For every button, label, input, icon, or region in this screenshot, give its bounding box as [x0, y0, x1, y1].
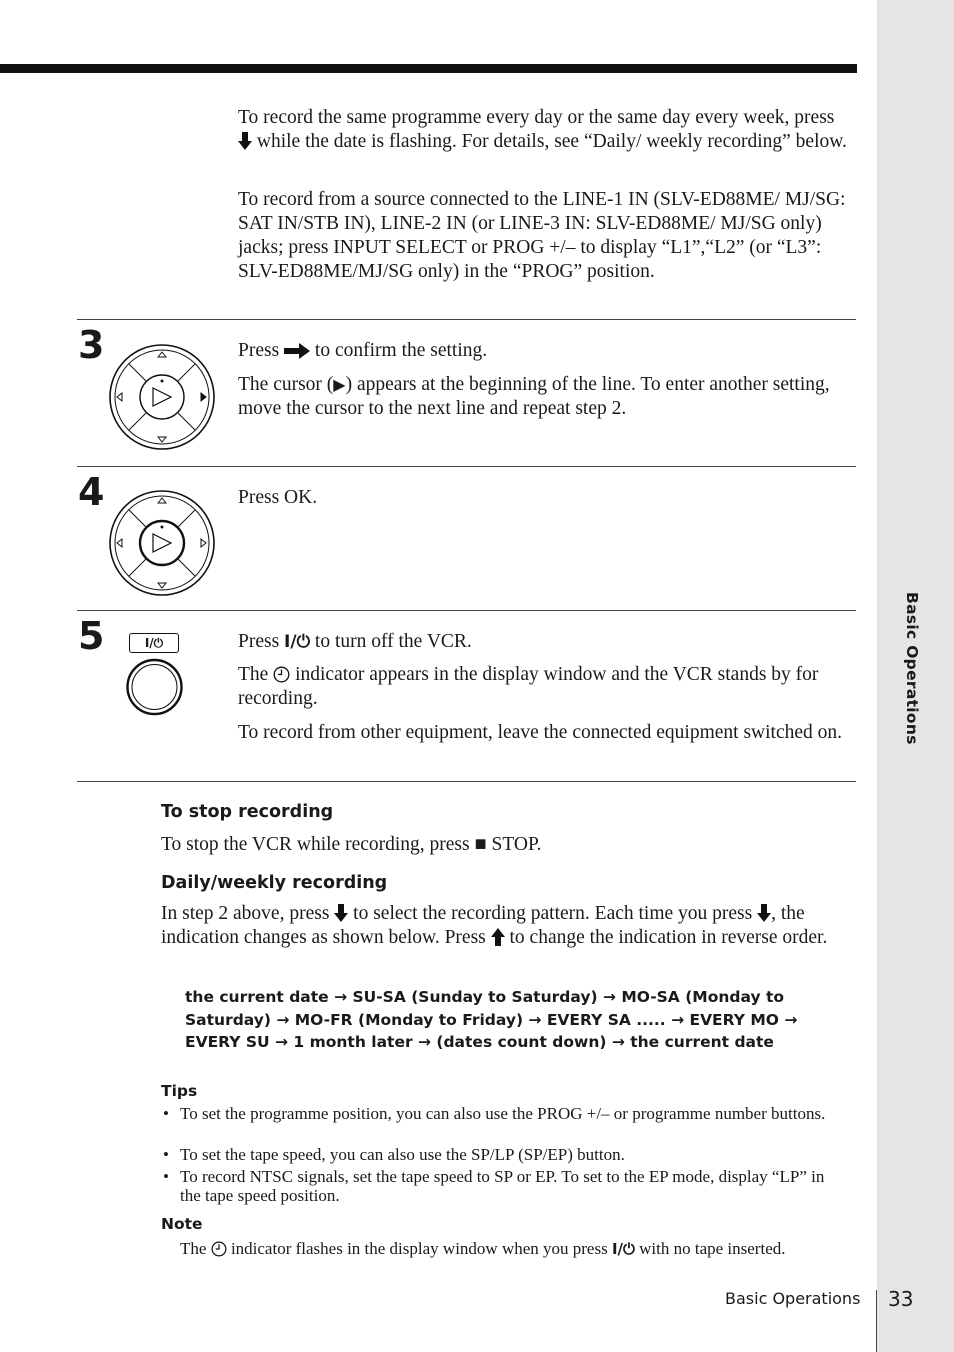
step-number-5: 5	[78, 614, 105, 658]
tip-item-1: To set the programme position, you can also use the PROG +/– or programme number buttons.	[180, 1104, 826, 1123]
bullet: •	[163, 1104, 169, 1123]
stop-text-a: To stop the VCR while recording, press	[161, 834, 475, 855]
step3-p1-text-b: to confirm the setting.	[310, 340, 488, 361]
note-text-c: with no tape inserted.	[634, 1239, 786, 1258]
stop-square-icon: ■	[474, 833, 487, 855]
daily-text-a: In step 2 above, press	[161, 903, 335, 924]
side-section-label: Basic Operations	[903, 592, 921, 745]
divider	[77, 610, 856, 611]
arrow-right-icon	[284, 343, 310, 359]
round-button-icon	[126, 658, 184, 716]
joystick-right-icon	[108, 343, 216, 451]
bullet: •	[163, 1145, 169, 1164]
tips-heading: Tips	[161, 1082, 198, 1100]
note-text	[180, 1240, 840, 1259]
stop-text-b: STOP.	[486, 834, 542, 855]
daily-weekly-text	[161, 902, 851, 950]
recording-pattern-sequence: the current date → SU-SA (Sunday to Saturday) → MO-SA (Monday to Saturday) → MO-FR (Monday to Friday) → EVERY SA ..... → EVERY MO → EVERY SU → 1 month later → (dates count down) → the current date	[185, 988, 798, 1051]
step5-paragraph-3: To record from other equipment, leave the connected equipment switched on.	[238, 722, 843, 743]
divider	[77, 319, 856, 320]
cursor-icon: ▶	[333, 375, 346, 394]
power-button-illustration	[126, 633, 184, 717]
daily-text-c: , the indication changes as shown below. Press	[161, 903, 805, 948]
tip-item-3: To record NTSC signals, set the tape speed to SP or EP. To set to the EP mode, display “LP” in the tape speed position.	[180, 1167, 825, 1205]
top-rule-bar	[0, 64, 857, 73]
step5-paragraph-1	[238, 630, 848, 654]
joystick-ok-icon	[108, 489, 216, 597]
step3-paragraph-2	[238, 373, 854, 421]
note-heading: Note	[161, 1215, 203, 1233]
note-text-a: The	[180, 1239, 211, 1258]
step3-paragraph-1	[238, 339, 848, 363]
divider	[77, 781, 856, 782]
step5-p1-text-b: to turn off the VCR.	[310, 631, 472, 652]
daily-weekly-heading: Daily/weekly recording	[161, 873, 388, 893]
step3-p1-text-a: Press	[238, 340, 285, 361]
divider	[77, 466, 856, 467]
intro-paragraph-1	[238, 106, 848, 154]
arrow-down-icon	[238, 132, 252, 150]
arrow-down-icon	[757, 904, 771, 922]
step3-p2-text-a: The cursor (	[238, 374, 334, 395]
stop-recording-heading: To stop recording	[161, 802, 334, 822]
daily-text-d: to change the indication in reverse order.	[504, 927, 828, 948]
stop-recording-text	[161, 832, 851, 857]
bullet: •	[163, 1167, 169, 1186]
tip-item-2: To set the tape speed, you can also use the SP/LP (SP/EP) button.	[180, 1145, 625, 1164]
step5-p1-text-a: Press	[238, 631, 285, 652]
intro-paragraph-2: To record from a source connected to the LINE-1 IN (SLV-ED88ME/ MJ/SG: SAT IN/STB IN), LINE-2 IN (or LINE-3 IN: SLV-ED88ME/ MJ/SG only) jacks; press INPUT SELECT or PROG +/– to display “L1”,“L2” (or “L3”: SLV-ED88ME/MJ/SG only) in the “PROG” position.	[238, 189, 846, 282]
intro-p1-text-b: while the date is flashing. For details, see “Daily/ weekly recording” below.	[252, 131, 847, 152]
step-number-3: 3	[78, 323, 105, 367]
step5-p2-text-a: The	[238, 664, 274, 685]
timer-clock-icon	[273, 666, 290, 683]
arrow-down-icon	[334, 904, 348, 922]
footer-section-label: Basic Operations	[725, 1289, 861, 1308]
footer-divider	[876, 1290, 877, 1352]
timer-clock-icon	[211, 1241, 227, 1257]
arrow-up-icon	[491, 928, 505, 946]
power-symbol-icon: I/⏻	[611, 1240, 635, 1258]
power-symbol-icon: I/⏻	[284, 632, 311, 652]
step4-paragraph-1: Press OK.	[238, 487, 318, 508]
page-number: 33	[888, 1287, 914, 1311]
daily-text-b: to select the recording pattern. Each time you press	[348, 903, 758, 924]
step5-p2-text-b: indicator appears in the display window and the VCR stands by for recording.	[238, 664, 819, 709]
step3-p2-text-b: ) appears at the beginning of the line. To enter another setting, move the cursor to the next line and repeat step 2.	[238, 374, 830, 419]
step-number-4: 4	[78, 470, 105, 514]
step5-paragraph-2	[238, 663, 854, 711]
power-label: I/⏻	[129, 633, 179, 653]
note-text-b: indicator flashes in the display window when you press	[226, 1239, 612, 1258]
intro-p1-text-a: To record the same programme every day or the same day every week, press	[238, 107, 835, 128]
